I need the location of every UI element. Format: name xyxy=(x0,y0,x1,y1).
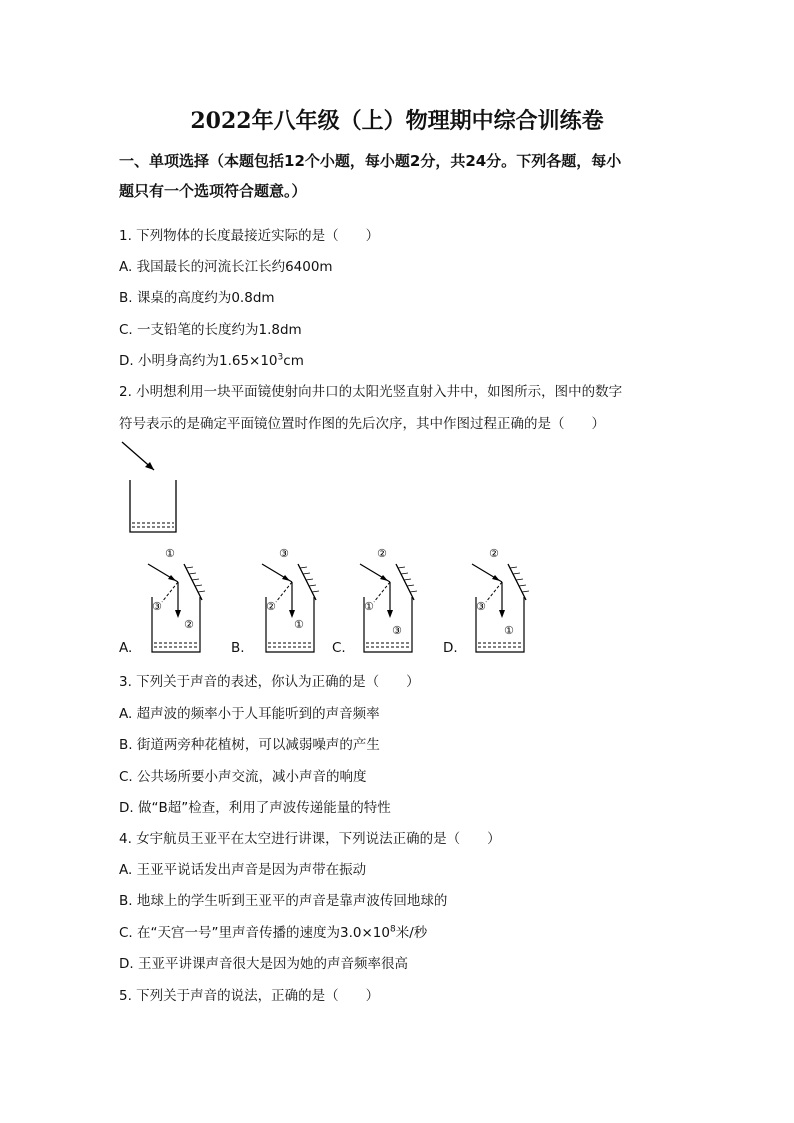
mirror-hatch xyxy=(300,567,307,568)
mirror-hatch xyxy=(404,579,411,580)
question-1-option-b: B. 课桌的高度约为0.8dm xyxy=(119,290,275,306)
option-d-text: D. 小明身高约为1.65×10 xyxy=(119,353,278,369)
step-label-top: ② xyxy=(489,547,499,560)
ray-arrow xyxy=(380,575,388,581)
step-label-top: ② xyxy=(377,547,387,560)
mirror-hatch xyxy=(510,567,517,568)
mirror-hatch xyxy=(519,585,526,586)
ray-arrow xyxy=(282,575,290,581)
question-3-option-a: A. 超声波的频率小于人耳能听到的声音频率 xyxy=(119,706,380,722)
step-label-bottom: ① xyxy=(504,624,514,637)
mirror-hatch xyxy=(513,573,520,574)
ray-arrow xyxy=(168,575,176,581)
page-title: 2022年八年级（上）物理期中综合训练卷 xyxy=(190,108,604,134)
mirror-hatch xyxy=(195,585,202,586)
section-heading-line-1: 一、单项选择（本题包括12个小题，每小题2分，共24分。下列各题，每小 xyxy=(119,152,622,170)
question-3-stem: 3. 下列关于声音的表述，你认为正确的是（ ） xyxy=(119,674,420,690)
normal-line xyxy=(276,582,292,602)
question-3-option-b: B. 街道两旁种花植树，可以减弱噪声的产生 xyxy=(119,737,380,753)
normal-line xyxy=(374,582,390,602)
step-label-bottom: ② xyxy=(184,618,194,631)
question-4-stem: 4. 女宇航员王亚平在太空进行讲课，下列说法正确的是（ ） xyxy=(119,831,501,847)
question-2-stem-line-1: 2. 小明想利用一块平面镜使射向井口的太阳光竖直射入井中，如图所示，图中的数字 xyxy=(119,384,623,400)
mirror-hatch xyxy=(198,591,205,592)
ray-arrow xyxy=(387,610,393,618)
mirror-hatch xyxy=(303,573,310,574)
ray-arrow xyxy=(499,610,505,618)
option-a-label: A. xyxy=(119,640,133,656)
well-diagram xyxy=(118,440,188,535)
mirror-hatch xyxy=(189,573,196,574)
option-diagram-c xyxy=(360,547,417,652)
question-3-option-d: D. 做“B超”检查，利用了声波传递能量的特性 xyxy=(119,800,391,816)
mirror-hatch xyxy=(410,591,417,592)
question-4-option-d: D. 王亚平讲课声音很大是因为她的声音频率很高 xyxy=(119,956,408,972)
mirror-hatch xyxy=(401,573,408,574)
question-4-option-b: B. 地球上的学生听到王亚平的声音是靠声波传回地球的 xyxy=(119,893,448,909)
mirror-hatch xyxy=(192,579,199,580)
question-3-option-c: C. 公共场所要小声交流，减小声音的响度 xyxy=(119,769,367,785)
mirror-hatch xyxy=(522,591,529,592)
question-2-stem-line-2: 符号表示的是确定平面镜位置时作图的先后次序，其中作图过程正确的是（ ） xyxy=(119,416,605,432)
option-d-diagram xyxy=(464,542,534,660)
mirror xyxy=(184,564,202,600)
step-label-left: ② xyxy=(266,600,276,613)
well-outline xyxy=(130,480,176,532)
option-diagram-d xyxy=(472,547,529,652)
step-label-left: ③ xyxy=(152,600,162,613)
exponent: 8 xyxy=(389,924,396,935)
step-label-left: ③ xyxy=(476,600,486,613)
question-1-stem: 1. 下列物体的长度最接近实际的是（ ） xyxy=(119,228,380,244)
question-4-option-a: A. 王亚平说话发出声音是因为声带在振动 xyxy=(119,862,367,878)
mirror-hatch xyxy=(398,567,405,568)
step-label-bottom: ③ xyxy=(392,624,402,637)
question-1-option-d xyxy=(119,349,699,369)
ray-arrow xyxy=(289,610,295,618)
question-1-option-a: A. 我国最长的河流长江长约6400m xyxy=(119,259,333,275)
mirror-hatch xyxy=(186,567,193,568)
option-c-text: C. 在“天宫一号”里声音传播的速度为3.0×10 xyxy=(119,925,390,941)
step-label-top: ③ xyxy=(279,547,289,560)
normal-line xyxy=(162,582,178,602)
option-a-diagram xyxy=(140,542,210,660)
option-c-diagram xyxy=(352,542,422,660)
exponent: 3 xyxy=(277,352,284,363)
ray-arrow xyxy=(175,610,181,618)
normal-line xyxy=(486,582,502,602)
mirror-hatch xyxy=(516,579,523,580)
mirror-hatch xyxy=(407,585,414,586)
mirror-hatch xyxy=(312,591,319,592)
ray-arrow xyxy=(492,575,500,581)
question-5-stem: 5. 下列关于声音的说法，正确的是（ ） xyxy=(119,988,380,1004)
option-b-diagram xyxy=(254,542,324,660)
section-heading-line-2: 题只有一个选项符合题意。） xyxy=(119,182,307,200)
option-d-label: D. xyxy=(443,640,458,656)
step-label-bottom: ① xyxy=(294,618,304,631)
mirror xyxy=(298,564,316,600)
option-c-unit: 米/秒 xyxy=(395,925,428,941)
question-1-option-c: C. 一支铅笔的长度约为1.8dm xyxy=(119,322,302,338)
option-d-unit: cm xyxy=(283,353,304,369)
mirror-hatch xyxy=(306,579,313,580)
option-diagram-a xyxy=(148,547,205,652)
question-4-option-c xyxy=(119,921,699,941)
option-c-label: C. xyxy=(332,640,346,656)
option-diagram-b xyxy=(262,547,319,652)
option-b-label: B. xyxy=(231,640,245,656)
step-label-left: ① xyxy=(364,600,374,613)
step-label-top: ① xyxy=(165,547,175,560)
mirror xyxy=(508,564,526,600)
mirror xyxy=(396,564,414,600)
mirror-hatch xyxy=(309,585,316,586)
